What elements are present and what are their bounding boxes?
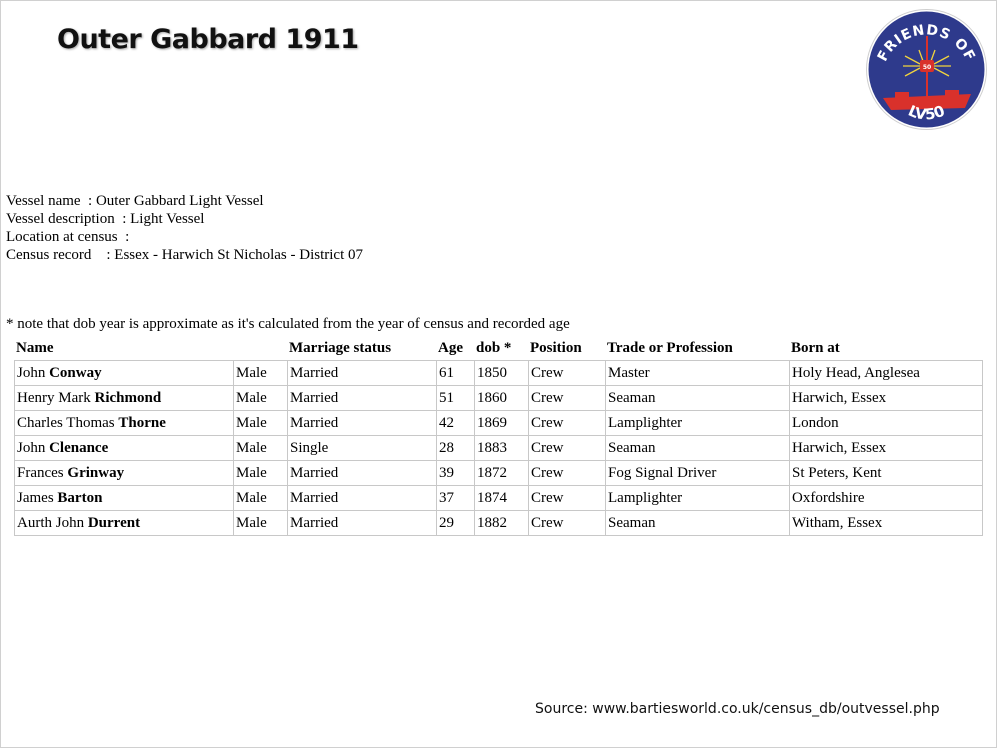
census-record-line: Census record : Essex - Harwich St Nicholas - District 07 — [6, 247, 364, 263]
born-cell: St Peters, Kent — [789, 460, 983, 485]
sex-cell: Male — [233, 485, 287, 510]
logo-bottom-text: LV50 — [905, 101, 948, 124]
position-cell: Crew — [528, 410, 605, 435]
age-cell: 37 — [436, 485, 474, 510]
header-age: Age — [438, 339, 463, 356]
born-cell: Holy Head, Anglesea — [789, 360, 983, 385]
dob-cell: 1874 — [474, 485, 528, 510]
header-marriage: Marriage status — [289, 339, 392, 356]
trade-cell: Fog Signal Driver — [605, 460, 789, 485]
dob-cell: 1850 — [474, 360, 528, 385]
trade-cell: Lamplighter — [605, 485, 789, 510]
table-row — [14, 435, 983, 460]
table-header-row — [14, 336, 983, 360]
vessel-description-line: Vessel description : Light Vessel — [6, 211, 205, 227]
marriage-cell: Married — [287, 510, 436, 536]
name-cell — [14, 360, 233, 385]
header-trade: Trade or Profession — [607, 339, 733, 356]
first-name: John — [17, 439, 50, 456]
source-citation: Source: www.bartiesworld.co.uk/census_db/outvessel.php — [535, 701, 940, 717]
first-name: John — [17, 364, 50, 381]
trade-cell: Seaman — [605, 385, 789, 410]
logo-badge-text: 50 — [922, 64, 932, 71]
age-cell: 29 — [436, 510, 474, 536]
name-cell — [14, 435, 233, 460]
marriage-cell: Married — [287, 460, 436, 485]
location-line: Location at census : — [6, 229, 130, 245]
header-position: Position — [530, 339, 582, 356]
position-cell: Crew — [528, 510, 605, 536]
dob-cell: 1872 — [474, 460, 528, 485]
trade-cell: Seaman — [605, 510, 789, 536]
age-cell: 61 — [436, 360, 474, 385]
born-cell: Witham, Essex — [789, 510, 983, 536]
vessel-name-line: Vessel name : Outer Gabbard Light Vessel — [6, 193, 264, 209]
trade-cell: Lamplighter — [605, 410, 789, 435]
position-cell: Crew — [528, 485, 605, 510]
sex-cell: Male — [233, 410, 287, 435]
sex-cell: Male — [233, 435, 287, 460]
name-cell — [14, 485, 233, 510]
name-cell — [14, 385, 233, 410]
dob-cell: 1883 — [474, 435, 528, 460]
born-cell: Harwich, Essex — [789, 435, 983, 460]
position-cell: Crew — [528, 360, 605, 385]
name-cell — [14, 410, 233, 435]
friends-of-lv50-logo — [865, 8, 988, 131]
dob-cell: 1869 — [474, 410, 528, 435]
surname: Grinway — [67, 464, 125, 481]
first-name: Henry Mark — [17, 389, 95, 406]
trade-cell: Seaman — [605, 435, 789, 460]
marriage-cell: Married — [287, 485, 436, 510]
marriage-cell: Single — [287, 435, 436, 460]
name-cell — [14, 460, 233, 485]
marriage-cell: Married — [287, 385, 436, 410]
table-row — [14, 460, 983, 485]
marriage-cell: Married — [287, 360, 436, 385]
age-cell: 42 — [436, 410, 474, 435]
marriage-cell: Married — [287, 410, 436, 435]
surname: Thorne — [118, 414, 166, 431]
header-born: Born at — [791, 339, 840, 356]
age-cell: 39 — [436, 460, 474, 485]
sex-cell: Male — [233, 510, 287, 536]
surname: Clenance — [49, 439, 109, 456]
first-name: Charles Thomas — [17, 414, 119, 431]
age-cell: 28 — [436, 435, 474, 460]
vessel-info — [6, 192, 363, 264]
born-cell: London — [789, 410, 983, 435]
age-cell: 51 — [436, 385, 474, 410]
surname: Conway — [49, 364, 102, 381]
header-dob: dob * — [476, 339, 512, 356]
trade-cell: Master — [605, 360, 789, 385]
dob-note: * note that dob year is approximate as it's calculated from the year of census and recorded age — [6, 316, 570, 332]
born-cell: Harwich, Essex — [789, 385, 983, 410]
position-cell: Crew — [528, 385, 605, 410]
census-table — [14, 336, 983, 536]
table-row — [14, 385, 983, 410]
table-row — [14, 510, 983, 536]
header-sex — [233, 336, 287, 360]
sex-cell: Male — [233, 385, 287, 410]
name-cell — [14, 510, 233, 536]
surname: Durrent — [87, 514, 141, 531]
dob-cell: 1882 — [474, 510, 528, 536]
header-name: Name — [16, 339, 54, 356]
first-name: Aurth John — [17, 514, 88, 531]
first-name: James — [17, 489, 58, 506]
logo-top-text: FRIENDS OF — [874, 22, 979, 65]
surname: Richmond — [94, 389, 162, 406]
table-row — [14, 410, 983, 435]
page-title: Outer Gabbard 1911 — [57, 24, 359, 55]
position-cell: Crew — [528, 460, 605, 485]
surname: Barton — [57, 489, 103, 506]
table-row — [14, 360, 983, 385]
dob-cell: 1860 — [474, 385, 528, 410]
sex-cell: Male — [233, 460, 287, 485]
sex-cell: Male — [233, 360, 287, 385]
table-row — [14, 485, 983, 510]
position-cell: Crew — [528, 435, 605, 460]
born-cell: Oxfordshire — [789, 485, 983, 510]
first-name: Frances — [17, 464, 68, 481]
